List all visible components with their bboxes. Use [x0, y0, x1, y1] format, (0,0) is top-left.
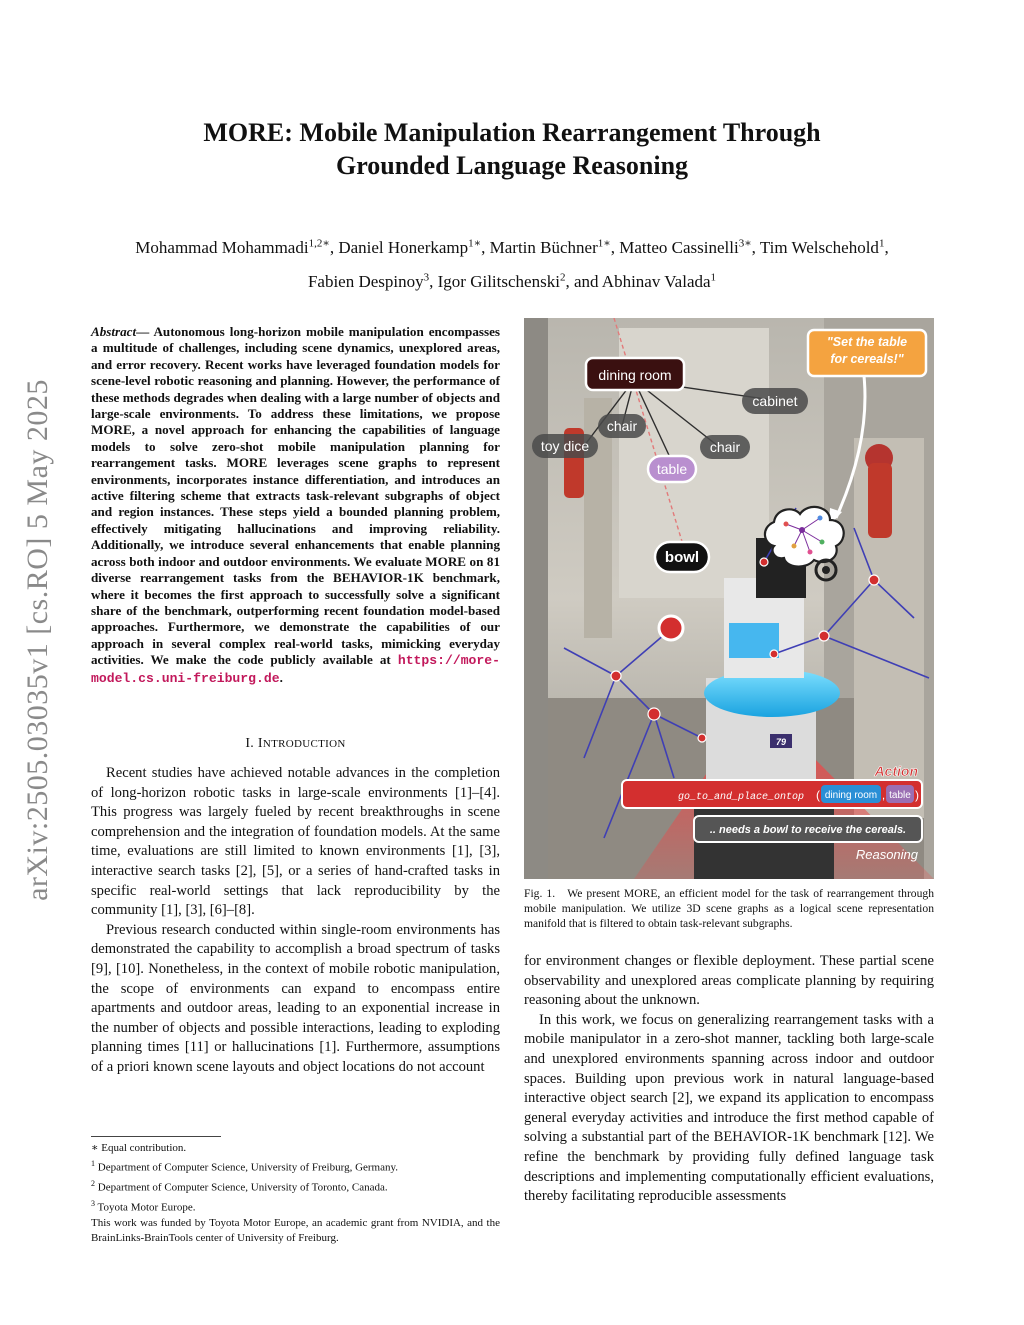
author: Tim Welschehold$^1$,: [759, 237, 889, 257]
graph-node: [611, 671, 621, 681]
arxiv-sidebar: [16, 350, 60, 930]
label-toy-dice: [532, 434, 598, 458]
wall-left: [524, 318, 548, 879]
author: Martin Büchner$^{1∗}$,: [489, 237, 620, 257]
label-table: [648, 456, 696, 482]
svg-text:bowl: bowl: [664, 549, 700, 566]
graph-node: [698, 734, 706, 742]
instruction-line-2: for cereals!": [830, 352, 904, 366]
right-column-text: [524, 952, 934, 1207]
footnote-equal: ∗ Equal contribution.: [91, 1142, 187, 1154]
action-function: go_to_and_place_ontop: [678, 792, 805, 803]
abstract-text: Autonomous long-horizon mobile manipulation encompasses a multitude of challenges, including scene dynamics, unexplored areas, and error recovery. Recent works have leveraged foundation models for scene-level robotic reasoning and planning. However, the performance of these methods degrades when dealing with a large number of objects and large-scale environments. To address these limitations, we propose MORE, a novel approach for enhancing the capabilities of language models to solve zero-shot mobile manipulation planning for rearrangement tasks. MORE leverages scene graphs to represent environments, incorporates instance differentiation, and introduces an active filtering scheme that extracts task-relevant subgraphs of object and region instances. These steps yield a bounded planning problem, effectively mitigating hallucinations and improving reliability. Additionally, we introduce several enhancements that enable planning across both indoor and outdoor environments. We evaluate MORE on 81 diverse rearrangement tasks from the BEHAVIOR-1K benchmark, where it becomes the first approach to successfully solve a significant share of the benchmark, outperforming recent foundation model-based approaches. Furthermore, we demonstrate the capabilities of our approach in several complex real-world tasks, mimicking everyday activities. We make the code publicly available at: [91, 324, 500, 668]
author: Matteo Cassinelli$^{3∗}$,: [619, 237, 760, 257]
title-line-2: Grounded Language Reasoning: [335, 151, 689, 180]
action-title: Action: [874, 763, 918, 779]
right-paragraph-0: for environment changes or flexible deployment. These partial scene observability and unexplored areas complicate planning by requiring reasoning about the unknown.: [524, 953, 934, 1009]
paper-title: [90, 116, 934, 182]
svg-text:table: table: [889, 790, 911, 801]
code-link[interactable]: https://more-model.cs.uni-freiburg.de: [91, 653, 500, 686]
reasoning-text: .. needs a bowl to receive the cereals.: [709, 824, 907, 836]
footnotes: [91, 1136, 500, 1246]
svg-text:dining room: dining room: [824, 790, 878, 801]
graph-node: [760, 558, 768, 566]
footnote-rule: [91, 1136, 221, 1137]
right-paragraph-1: In this work, we focus on generalizing rearrangement tasks with a mobile manipulator in a zero-shot manner, tackling both large-scale and unexplored environments spanning across indoor and outdoor spaces. Building upon previous work in natural language-based interactive object search [2], we expand its application to encompass general everyday activities and introduce the first method capable of solving a substantial part of the BEHAVIOR-1K benchmark [12]. We refine the benchmark by providing fully defined language task descriptions and implementing computationally efficient evaluations, thereby facilitating reproducible assessments: [524, 1011, 934, 1205]
svg-text:cabinet: cabinet: [752, 393, 798, 409]
label-dining-room: [586, 358, 684, 390]
label-chair-left: [598, 414, 646, 438]
abstract-label: Abstract: [91, 324, 137, 339]
author: Igor Gilitschenski$^2$, and: [437, 271, 602, 292]
section-heading-introduction: I. INTRODUCTION: [245, 736, 346, 751]
intro-paragraph-2: Previous research conducted within single-room environments has demonstrated the capability to accomplish a broad spectrum of tasks [9], [10]. Nonetheless, in the context of mobile robotic manipulation, the scope of environments can expand to encompass entire apartments and outdoor areas, leading to an exponential increase in the number of objects and possible interactions, leading to exploding planning times [11] or hallucinations [1]. Furthermore, assumptions of a priori known scene layouts and object locations do not account: [91, 921, 500, 1075]
footnote-3: $^3$ Toyota Motor Europe.: [91, 1198, 196, 1214]
graph-node: [819, 631, 829, 641]
target-node: [659, 616, 683, 640]
label-cabinet: [742, 388, 808, 414]
intro-paragraph-1: Recent studies have achieved notable advances in the completion of long-horizon robotic tasks in large-scale environments [1]–[4]. This progress was largely fueled by recent breakthroughs in scene comprehension and the integration of foundation models. At the same time, evaluations are still limited to known environments [1], [3], interactive search tasks [2], [5], or a series of hand-crafted tasks in specific real-world settings that lack reproducibility by the community [1], [3], [6]–[8].: [91, 765, 500, 919]
author: Fabien Despinoy$^3$,: [307, 271, 438, 292]
footnote-funding: This work was funded by Toyota Motor Europe, an academic grant from NVIDIA, and the BrainLinks-BrainTools center of University of Freiburg.: [91, 1216, 500, 1244]
caption-text: We present MORE, an efficient model for the task of rearrangement through mobile manipulation. We utilize 3D scene graphs as a logical scene representation manifold that is filtered to obtain task-relevant subgraphs.: [524, 887, 934, 930]
label-bowl: [655, 542, 709, 572]
extinguisher-body: [868, 463, 892, 538]
svg-text:chair: chair: [709, 439, 741, 455]
graph-node: [770, 650, 778, 658]
svg-text:table: table: [656, 461, 688, 477]
author: Daniel Honerkamp$^{1∗}$,: [338, 237, 490, 257]
graph-node: [648, 708, 660, 720]
robot-number: 79: [775, 737, 787, 747]
footnote-1: $^1$ Department of Computer Science, University of Freiburg, Germany.: [91, 1159, 399, 1174]
action-comma: ,: [882, 790, 886, 802]
author-list: [80, 228, 944, 297]
svg-text:chair: chair: [606, 418, 638, 434]
label-chair-right: [700, 435, 750, 459]
figure-1: [524, 318, 934, 879]
arxiv-identifier: arXiv:2505.03035v1 [cs.RO] 5 May 2025: [21, 379, 54, 901]
title-line-1: MORE: Mobile Manipulation Rearrangement Through: [203, 118, 821, 147]
reasoning-title: Reasoning: [855, 847, 918, 862]
introduction-text: [91, 764, 500, 1078]
svg-text:dining room: dining room: [598, 367, 672, 383]
caption-label: Fig. 1.: [524, 887, 556, 900]
abstract: Abstract— Autonomous long-horizon mobile manipulation encompasses a multitude of challenges, including scene dynamics, unexplored areas, and error recovery. Recent works have leveraged foundation models for scene-level robotic reasoning and planning. However, the performance of these methods degrades when dealing with a large number of objects and large-scale environments. To address these limitations, we propose MORE, a novel approach for enhancing the capabilities of language models to solve zero-shot mobile manipulation planning for rearrangement tasks. MORE leverages scene graphs to represent environments, incorporates instance differentiation, and introduces an active filtering scheme that extracts task-relevant subgraphs of object and region instances. These steps yield a bounded planning problem, effectively mitigating hallucinations and improving reliability. Additionally, we introduce several enhancements that enable planning across both indoor and outdoor environments. We evaluate MORE on 81 diverse rearrangement tasks from the BEHAVIOR-1K benchmark, where it becomes the first approach to successfully solve a significant share of the benchmark, outperforming recent foundation model-based approaches. Furthermore, we demonstrate the capabilities of our approach in several complex real-world tasks, mimicking everyday activities. We make the code publicly available at https://more-model.cs.uni-freiburg.de.: [91, 324, 500, 686]
action-paren-close: ): [915, 788, 919, 802]
graph-node: [869, 575, 879, 585]
svg-text:toy dice: toy dice: [540, 438, 590, 454]
author: Abhinav Valada$^1$: [601, 271, 717, 292]
footnote-2: $^2$ Department of Computer Science, University of Toronto, Canada.: [91, 1179, 388, 1194]
author: Mohammad Mohammadi$^{1,2∗}$,: [135, 237, 339, 257]
figure-1-graphic: [524, 318, 934, 879]
action-paren-open: (: [816, 788, 820, 802]
figure-caption: [524, 886, 934, 931]
instruction-line-1: "Set the table: [826, 335, 908, 349]
